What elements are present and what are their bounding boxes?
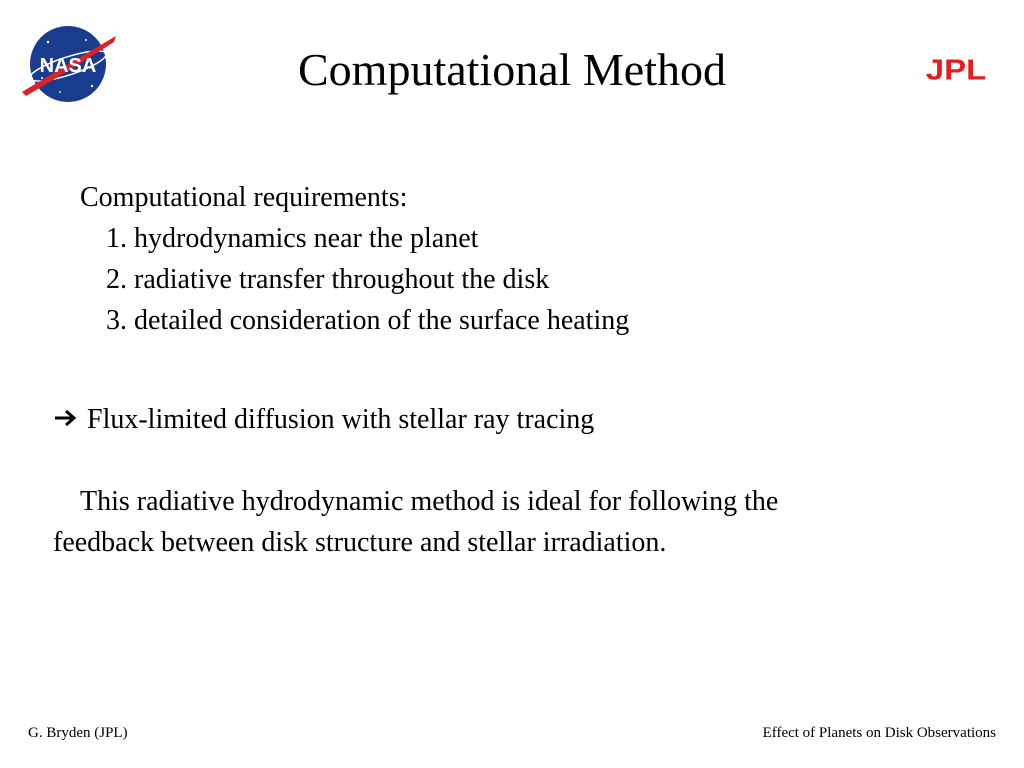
requirement-item-1: 1. hydrodynamics near the planet — [106, 223, 479, 254]
slide-title: Computational Method — [297, 44, 726, 95]
requirement-item-2: 2. radiative transfer throughout the disk — [106, 264, 550, 295]
paragraph-line-1: This radiative hydrodynamic method is ideal for following the — [80, 486, 779, 517]
conclusion-text: Flux-limited diffusion with stellar ray tracing — [87, 404, 595, 435]
nasa-logo-text: NASA — [39, 55, 97, 77]
paragraph-line-2: feedback between disk structure and stellar irradiation. — [53, 527, 667, 558]
requirement-item-3: 3. detailed consideration of the surface heating — [106, 305, 630, 336]
right-arrow-icon — [53, 408, 79, 428]
conclusion-line — [53, 403, 594, 437]
requirements-heading: Computational requirements: — [80, 182, 408, 213]
footer-author: G. Bryden (JPL) — [28, 725, 128, 741]
footer-talk-title: Effect of Planets on Disk Observations — [762, 725, 996, 741]
jpl-logo-text: JPL — [925, 55, 987, 83]
